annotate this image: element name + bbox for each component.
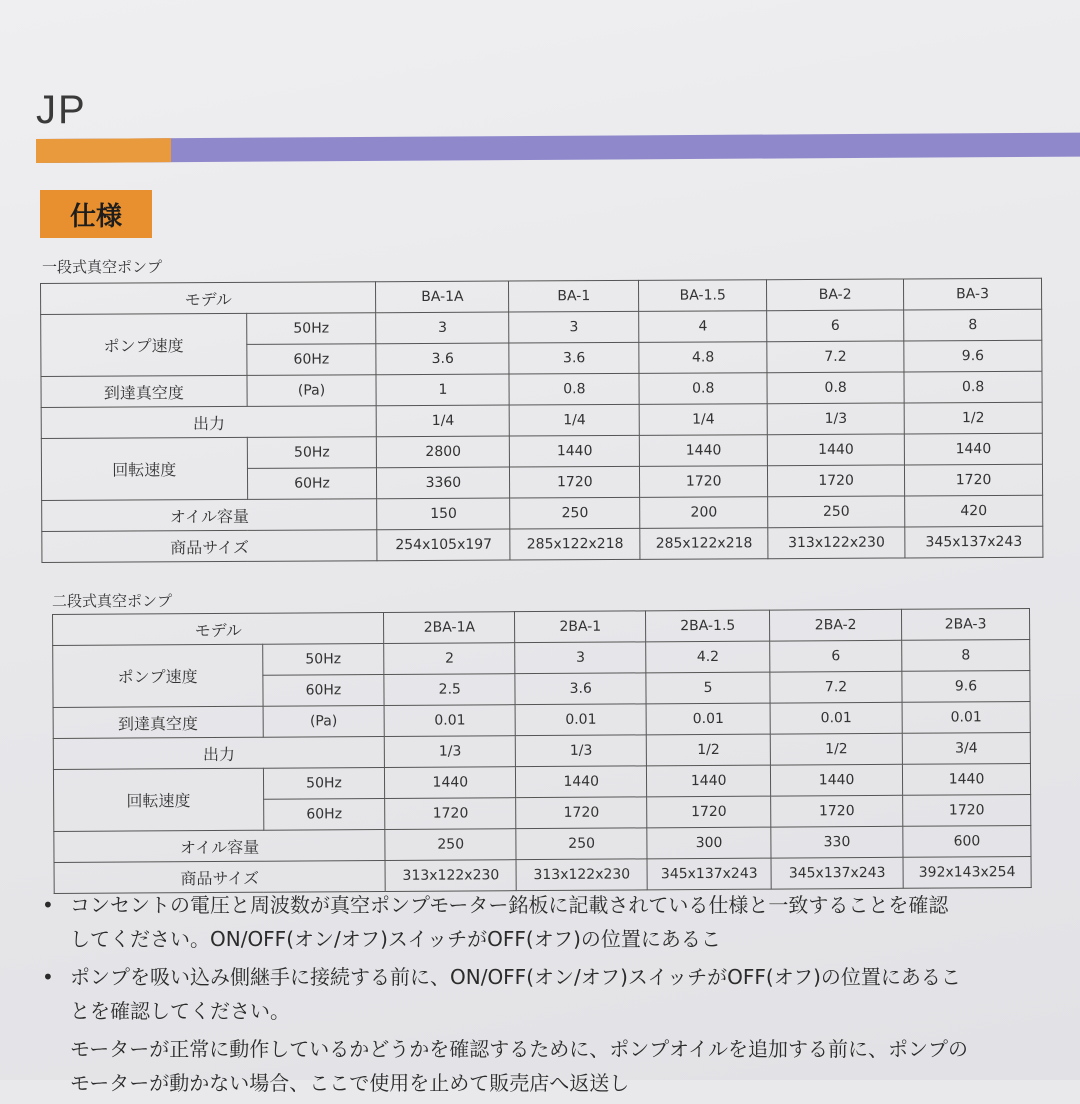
table-cell: 1/4 — [639, 404, 767, 436]
table-cell: 330 — [771, 826, 903, 858]
header-color-band — [36, 133, 1080, 163]
table-cell: 250 — [768, 496, 905, 528]
freq-60hz: 60Hz — [246, 344, 376, 376]
table-cell: 3 — [376, 312, 509, 344]
model-header: 2BA-2 — [770, 609, 902, 641]
table-cell: 9.6 — [902, 671, 1030, 703]
table-cell: 0.01 — [515, 704, 646, 736]
table-cell: 3360 — [377, 467, 510, 499]
freq-50hz: 50Hz — [263, 767, 385, 799]
output-label: 出力 — [41, 406, 377, 439]
table-cell: 1720 — [640, 466, 768, 498]
table-cell: 1440 — [902, 764, 1030, 796]
table-cell: 1440 — [904, 433, 1042, 465]
table-cell: 313x122x230 — [516, 859, 647, 891]
table-cell: 4.8 — [639, 342, 767, 374]
table-cell: 0.8 — [904, 371, 1042, 403]
note3-line2: モーターが動かない場合、ここで使用を止めて販売店へ返送し — [70, 1071, 630, 1095]
table-cell: 0.01 — [902, 702, 1030, 734]
spec-table-two-stage — [52, 608, 1032, 894]
table-cell: 1720 — [905, 464, 1043, 496]
freq-60hz: 60Hz — [262, 674, 384, 706]
table-cell: 0.8 — [767, 372, 904, 404]
table-cell: 0.01 — [646, 703, 770, 735]
table-cell: 1/2 — [646, 734, 770, 766]
note-item — [40, 960, 1080, 1028]
table-cell: 9.6 — [904, 340, 1042, 372]
table-cell: 1440 — [767, 434, 904, 466]
table-cell: 3 — [515, 642, 646, 674]
oil-capacity-label: オイル容量 — [54, 829, 386, 862]
language-heading: JP — [36, 88, 87, 132]
bullet-icon: • — [42, 965, 54, 989]
table-cell: 254x105x197 — [377, 529, 510, 561]
table-cell: 345x137x243 — [647, 858, 771, 890]
vacuum-label: 到達真空度 — [41, 375, 247, 407]
table-cell: 6 — [767, 310, 904, 342]
model-label: モデル — [41, 282, 377, 315]
table-cell: 250 — [516, 828, 647, 860]
table-cell: 3.6 — [509, 342, 639, 374]
bullet-icon: • — [42, 893, 54, 917]
table-cell: 8 — [904, 309, 1042, 341]
vacuum-unit: (Pa) — [263, 705, 385, 737]
note3-line1: モーターが正常に動作しているかどうかを確認するために、ポンプオイルを追加する前に、ポンプの — [70, 1037, 968, 1061]
table-cell: 0.01 — [770, 702, 902, 734]
rpm-label: 回転速度 — [41, 437, 247, 500]
freq-60hz: 60Hz — [263, 798, 385, 830]
note-item — [40, 888, 1080, 956]
table-cell: 150 — [377, 498, 510, 530]
pump-speed-label: ポンプ速度 — [41, 313, 247, 376]
table-cell: 1/4 — [377, 405, 510, 437]
table-cell: 3 — [509, 311, 639, 343]
table-cell: 2 — [384, 643, 515, 675]
table-cell: 313x122x230 — [385, 860, 516, 892]
table-cell: 1440 — [516, 766, 647, 798]
table-cell: 1/4 — [509, 404, 639, 436]
table-cell: 0.8 — [639, 373, 767, 405]
table-cell: 345x137x243 — [771, 857, 903, 889]
vacuum-unit: (Pa) — [247, 375, 377, 407]
table-cell: 1720 — [771, 795, 903, 827]
table-cell: 600 — [903, 826, 1031, 858]
table-cell: 200 — [640, 497, 768, 529]
table-cell: 1720 — [510, 466, 640, 498]
table-cell: 0.01 — [384, 705, 515, 737]
note2-line2: とを確認してください。 — [70, 999, 290, 1023]
table-cell: 1720 — [768, 465, 905, 497]
model-header: BA-1A — [376, 281, 509, 313]
product-size-label: 商品サイズ — [42, 530, 378, 563]
model-header: BA-2 — [767, 279, 904, 311]
table-cell: 1 — [376, 374, 509, 406]
table-cell: 1720 — [516, 797, 647, 829]
table-cell: 345x137x243 — [905, 526, 1043, 558]
section-label-specs: 仕様 — [40, 190, 152, 238]
note1-line2: してください。ON/OFF(オン/オフ)スイッチがOFF(オフ)の位置にあるこ — [70, 927, 721, 951]
model-header: 2BA-1.5 — [646, 610, 770, 642]
table2-title: 二段式真空ポンプ — [52, 592, 173, 610]
table-cell: 1/3 — [767, 403, 904, 435]
model-header: 2BA-1 — [515, 611, 646, 643]
table-cell: 1440 — [385, 767, 516, 799]
table-cell: 6 — [770, 640, 902, 672]
model-header: 2BA-3 — [902, 609, 1030, 641]
table-cell: 1440 — [640, 435, 768, 467]
freq-50hz: 50Hz — [262, 643, 384, 675]
model-header: 2BA-1A — [384, 612, 515, 644]
model-label: モデル — [53, 612, 385, 645]
freq-60hz: 60Hz — [247, 468, 377, 500]
table-cell: 1720 — [647, 796, 771, 828]
notes-section — [40, 888, 1080, 1104]
table-cell: 3.6 — [515, 673, 646, 705]
table-cell: 2800 — [377, 436, 510, 468]
table-cell: 285x122x218 — [640, 528, 768, 560]
spec-table-single-stage — [40, 278, 1043, 563]
table2-body — [53, 609, 1032, 894]
table-cell: 1/3 — [516, 735, 647, 767]
header-band-accent — [36, 138, 171, 163]
pump-speed-label: ポンプ速度 — [53, 644, 263, 707]
table1-body — [41, 278, 1043, 562]
table-row — [42, 526, 1043, 562]
model-header: BA-1.5 — [639, 280, 767, 312]
table-cell: 1440 — [771, 764, 903, 796]
table-cell: 1720 — [385, 798, 516, 830]
table-cell: 0.8 — [509, 373, 639, 405]
table-cell: 1/2 — [904, 402, 1042, 434]
table-cell: 1440 — [647, 765, 771, 797]
table-cell: 250 — [385, 829, 516, 861]
rpm-label: 回転速度 — [53, 768, 263, 831]
table-cell: 250 — [510, 497, 640, 529]
freq-50hz: 50Hz — [246, 313, 376, 345]
model-header: BA-3 — [904, 278, 1042, 310]
table-cell: 4 — [639, 311, 767, 343]
table-cell: 2.5 — [384, 674, 515, 706]
table-cell: 313x122x230 — [768, 527, 905, 559]
table-cell: 392x143x254 — [903, 857, 1031, 889]
table-cell: 4.2 — [646, 641, 770, 673]
table-cell: 1/2 — [770, 733, 902, 765]
product-size-label: 商品サイズ — [54, 860, 386, 893]
table1-title: 一段式真空ポンプ — [42, 258, 163, 276]
table-cell: 300 — [647, 827, 771, 859]
vacuum-label: 到達真空度 — [53, 706, 263, 738]
table-cell: 5 — [646, 672, 770, 704]
note1-line1: コンセントの電圧と周波数が真空ポンプモーター銘板に記載されている仕様と一致することを確認 — [70, 893, 949, 917]
table-cell: 7.2 — [770, 671, 902, 703]
table-cell: 420 — [905, 495, 1043, 527]
table-cell: 8 — [902, 640, 1030, 672]
note2-line1: ポンプを吸い込み側継手に接続する前に、ON/OFF(オン/オフ)スイッチがOFF(オフ)の位置にあるこ — [70, 965, 961, 989]
table-cell: 285x122x218 — [510, 528, 640, 560]
freq-50hz: 50Hz — [247, 437, 377, 469]
table-cell: 3.6 — [376, 343, 509, 375]
output-label: 出力 — [53, 736, 385, 769]
table-cell: 3/4 — [902, 733, 1030, 765]
oil-capacity-label: オイル容量 — [42, 499, 378, 532]
model-header: BA-1 — [509, 280, 639, 312]
table-cell: 1440 — [510, 435, 640, 467]
table-cell: 1/3 — [385, 736, 516, 768]
table-cell: 7.2 — [767, 341, 904, 373]
table-cell: 1720 — [903, 795, 1031, 827]
note-item — [40, 1032, 1080, 1100]
